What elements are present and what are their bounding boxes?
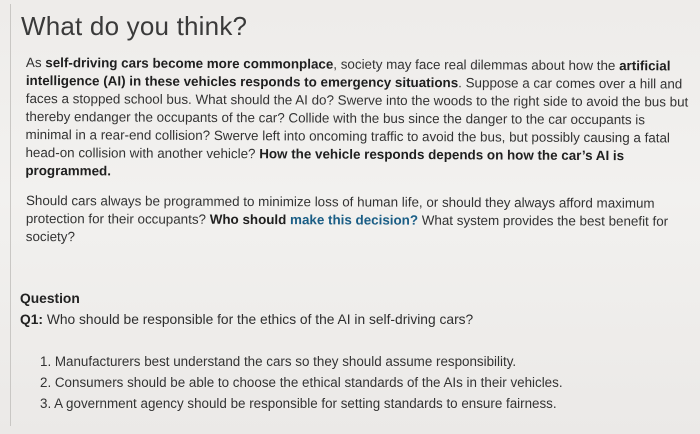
intro-text-1: As xyxy=(25,54,46,71)
discussion-paragraph xyxy=(26,192,686,249)
intro-text-2: , society may face real dilemmas about how the xyxy=(333,56,620,74)
intro-bold-2: artificial intelligence (AI) in these vehicles responds to emergency situations xyxy=(25,58,671,91)
discussion-highlight: make this decision? xyxy=(286,212,419,228)
question-body: Who should be responsible for the ethics of the AI in self-driving cars? xyxy=(43,312,474,327)
discussion-bold-1: Who should xyxy=(209,211,287,228)
intro-paragraph xyxy=(25,54,691,183)
question-heading: Question xyxy=(20,291,80,306)
question-text xyxy=(20,312,473,327)
answer-option-2: 2. Consumers should be able to choose the ethical standards of the AIs in their vehicles. xyxy=(40,375,563,390)
answer-option-1: 1. Manufacturers best understand the cars so they should assume responsibility. xyxy=(40,354,517,369)
intro-text-3: . Suppose a car comes over a hill and faces a stopped school bus. What should the AI do? Swerve into the woods to the right side to avoid the bus but thereby endanger the occupants of the car? Collide with the bus since the danger to the car occupants is minimal in a rear-end collision? Swerve left into oncoming traffic to avoid the bus, but possibly causing a fatal head-on collision with another vehicle? xyxy=(25,75,689,162)
content-panel xyxy=(10,4,694,426)
intro-bold-1: self-driving cars become more commonplace xyxy=(45,55,334,72)
discussion-text-1: Should cars always be programmed to minimize loss of human life, or should they always afford maximum protection for their occupants? xyxy=(25,192,655,227)
discussion-text-2: What system provides the best benefit for society? xyxy=(25,212,669,245)
intro-bold-3: How the vehicle responds depends on how the car’s AI is programmed. xyxy=(25,146,625,179)
question-label: Q1: xyxy=(20,312,43,327)
page-title: What do you think? xyxy=(21,11,248,41)
answer-option-3: 3. A government agency should be responsible for setting standards to ensure fairness. xyxy=(40,396,557,411)
answer-options xyxy=(40,351,563,414)
